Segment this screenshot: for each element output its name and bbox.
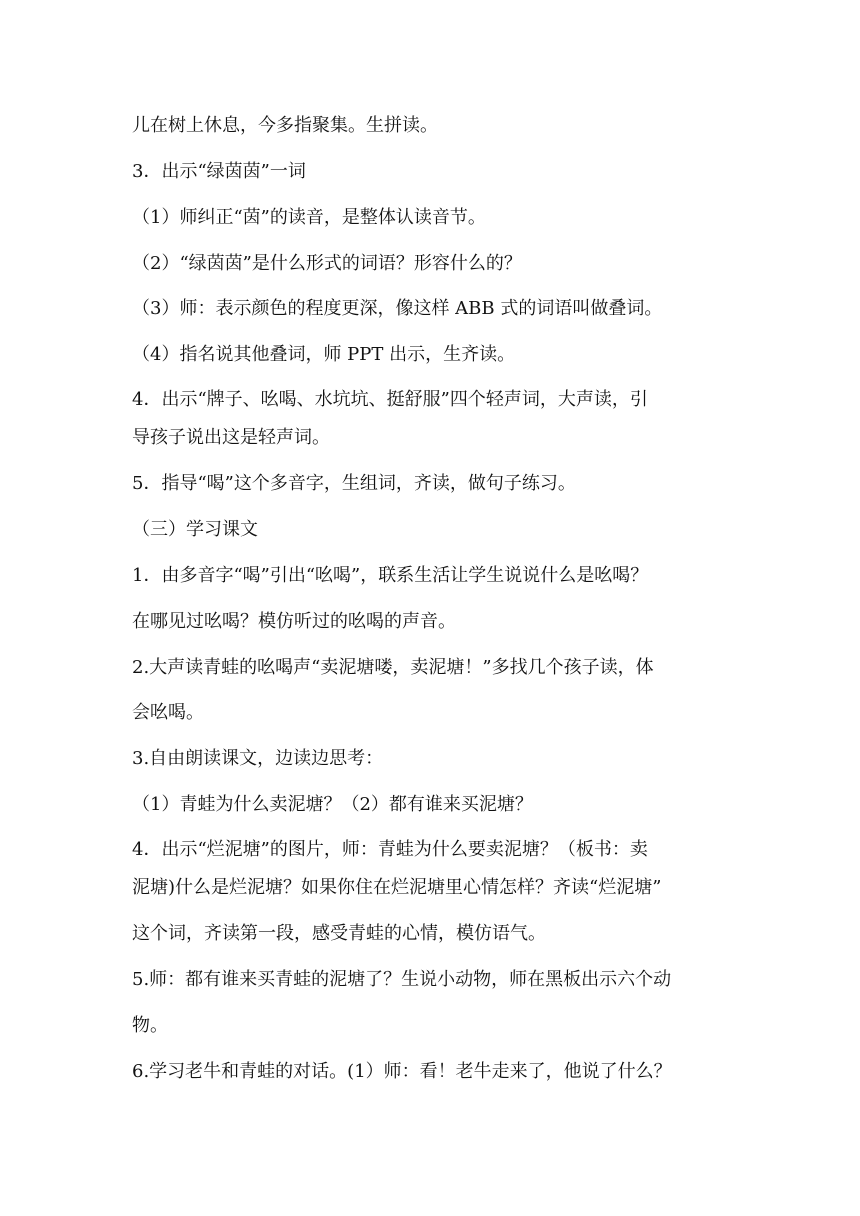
text-line: 这个词，齐读第一段，感受青蛙的心情，模仿语气。 (132, 923, 546, 944)
text-line: 会吆喝。 (132, 702, 204, 723)
section-heading: （三）学习课文 (132, 519, 258, 540)
text-line: 5.师：都有谁来买青蛙的泥塘了？生说小动物，师在黑板出示六个动 (132, 969, 672, 990)
text-line: 在哪见过吆喝？模仿听过的吆喝的声音。 (132, 611, 456, 632)
text-line: 3．出示“绿茵茵”一词 (132, 161, 306, 182)
text-line: （2）“绿茵茵”是什么形式的词语？形容什么的？ (132, 253, 522, 274)
text-line: 4．出示“烂泥塘”的图片，师：青蛙为什么要卖泥塘？（板书：卖 (132, 839, 648, 860)
text-line: 5．指导“喝”这个多音字，生组词，齐读，做句子练习。 (132, 473, 576, 494)
text-line: （4）指名说其他叠词，师 PPT 出示，生齐读。 (132, 344, 516, 365)
text-line: 2.大声读青蛙的吆喝声“卖泥塘喽，卖泥塘！”多找几个孩子读，体 (132, 657, 654, 678)
text-line: 泥塘)什么是烂泥塘？如果你住在烂泥塘里心情怎样？齐读“烂泥塘” (132, 877, 662, 898)
text-line: 6.学习老牛和青蛙的对话。(1）师：看！老牛走来了，他说了什么？ (132, 1061, 672, 1082)
text-line: （1）师纠正“茵”的读音，是整体认读音节。 (132, 207, 486, 228)
text-line: （1）青蛙为什么卖泥塘？（2）都有谁来买泥塘？ (132, 794, 533, 815)
text-line: 物。 (132, 1015, 168, 1036)
text-line: 3.自由朗读课文，边读边思考： (132, 748, 384, 769)
text-line: 4．出示“牌子、吆喝、水坑坑、挺舒服”四个轻声词，大声读，引 (132, 389, 648, 410)
text-line: 导孩子说出这是轻声词。 (132, 427, 330, 448)
text-line: 儿在树上休息，今多指聚集。生拼读。 (132, 115, 438, 136)
text-line: 1．由多音字“喝”引出“吆喝”，联系生活让学生说说什么是吆喝？ (132, 565, 649, 586)
text-line: （3）师：表示颜色的程度更深，像这样 ABB 式的词语叫做叠词。 (132, 298, 663, 319)
